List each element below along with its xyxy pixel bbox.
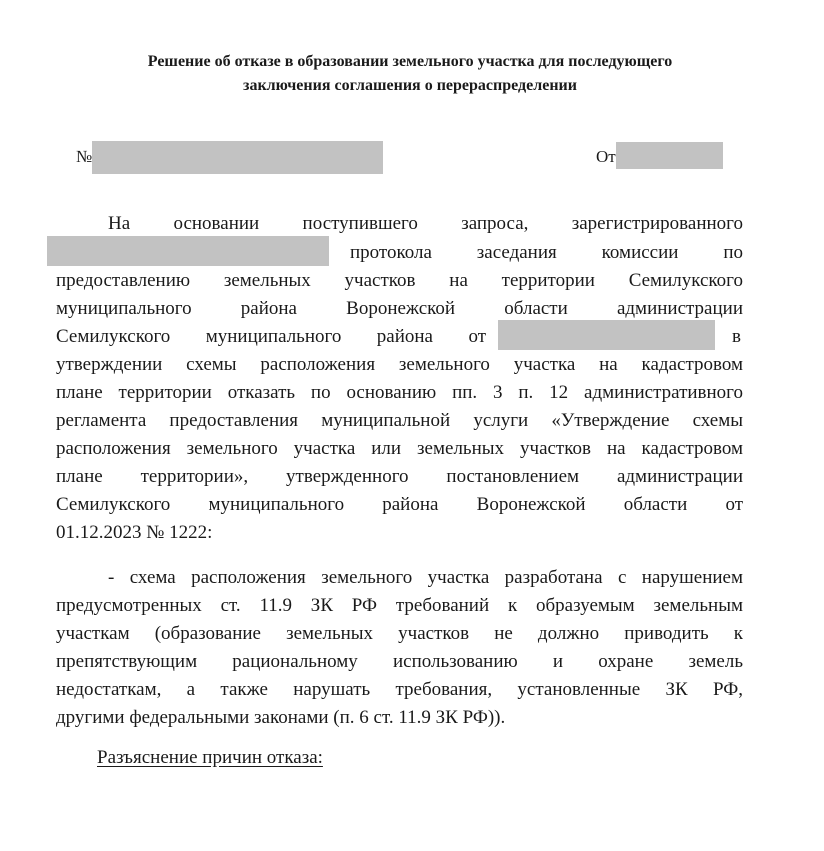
paragraph-line: муниципального района Воронежской области администрации [56,298,743,319]
redacted-registration [47,236,329,266]
explanation-heading: Разъяснение причин отказа: [97,747,323,768]
paragraph-line: протокола заседания комиссии по [350,242,743,263]
redacted-date [616,142,723,169]
paragraph-line: предоставлению земельных участков на территории Семилукского [56,270,743,291]
paragraph-line: плане территории отказать по основанию пп. 3 п. 12 административного [56,382,743,403]
paragraph-line: - схема расположения земельного участка разработана с нарушением [108,567,743,588]
paragraph-line: препятствующим рациональному использованию и охране земель [56,651,743,672]
paragraph-line: недостаткам, а также нарушать требования, установленные ЗК РФ, [56,679,743,700]
paragraph-line: в [732,326,741,347]
paragraph-line: другими федеральными законами (п. 6 ст. 11.9 ЗК РФ)). [56,707,506,728]
paragraph-line: плане территории», утвержденного постановлением администрации [56,466,743,487]
paragraph-line: Семилукского муниципального района Воронежской области от [56,494,743,515]
paragraph-line: 01.12.2023 № 1222: [56,522,213,543]
paragraph-line: регламента предоставления муниципальной услуги «Утверждение схемы [56,410,743,431]
paragraph-line: утверждении схемы расположения земельного участка на кадастровом [56,354,743,375]
date-label: От [596,147,616,166]
document-title-line-1: Решение об отказе в образовании земельного участка для последующего [147,53,673,70]
paragraph-line: предусмотренных ст. 11.9 ЗК РФ требований к образуемым земельным [56,595,743,616]
paragraph-line: На основании поступившего запроса, зарегистрированного [108,213,743,234]
document-title-line-2: заключения соглашения о перераспределении [243,77,577,94]
redacted-number [92,141,383,174]
redacted-protocol-date [498,320,715,350]
paragraph-line: расположения земельного участка или земельных участков на кадастровом [56,438,743,459]
number-label: № [76,147,93,166]
paragraph-line: Семилукского муниципального района от [56,326,486,347]
paragraph-line: участкам (образование земельных участков не должно приводить к [56,623,743,644]
